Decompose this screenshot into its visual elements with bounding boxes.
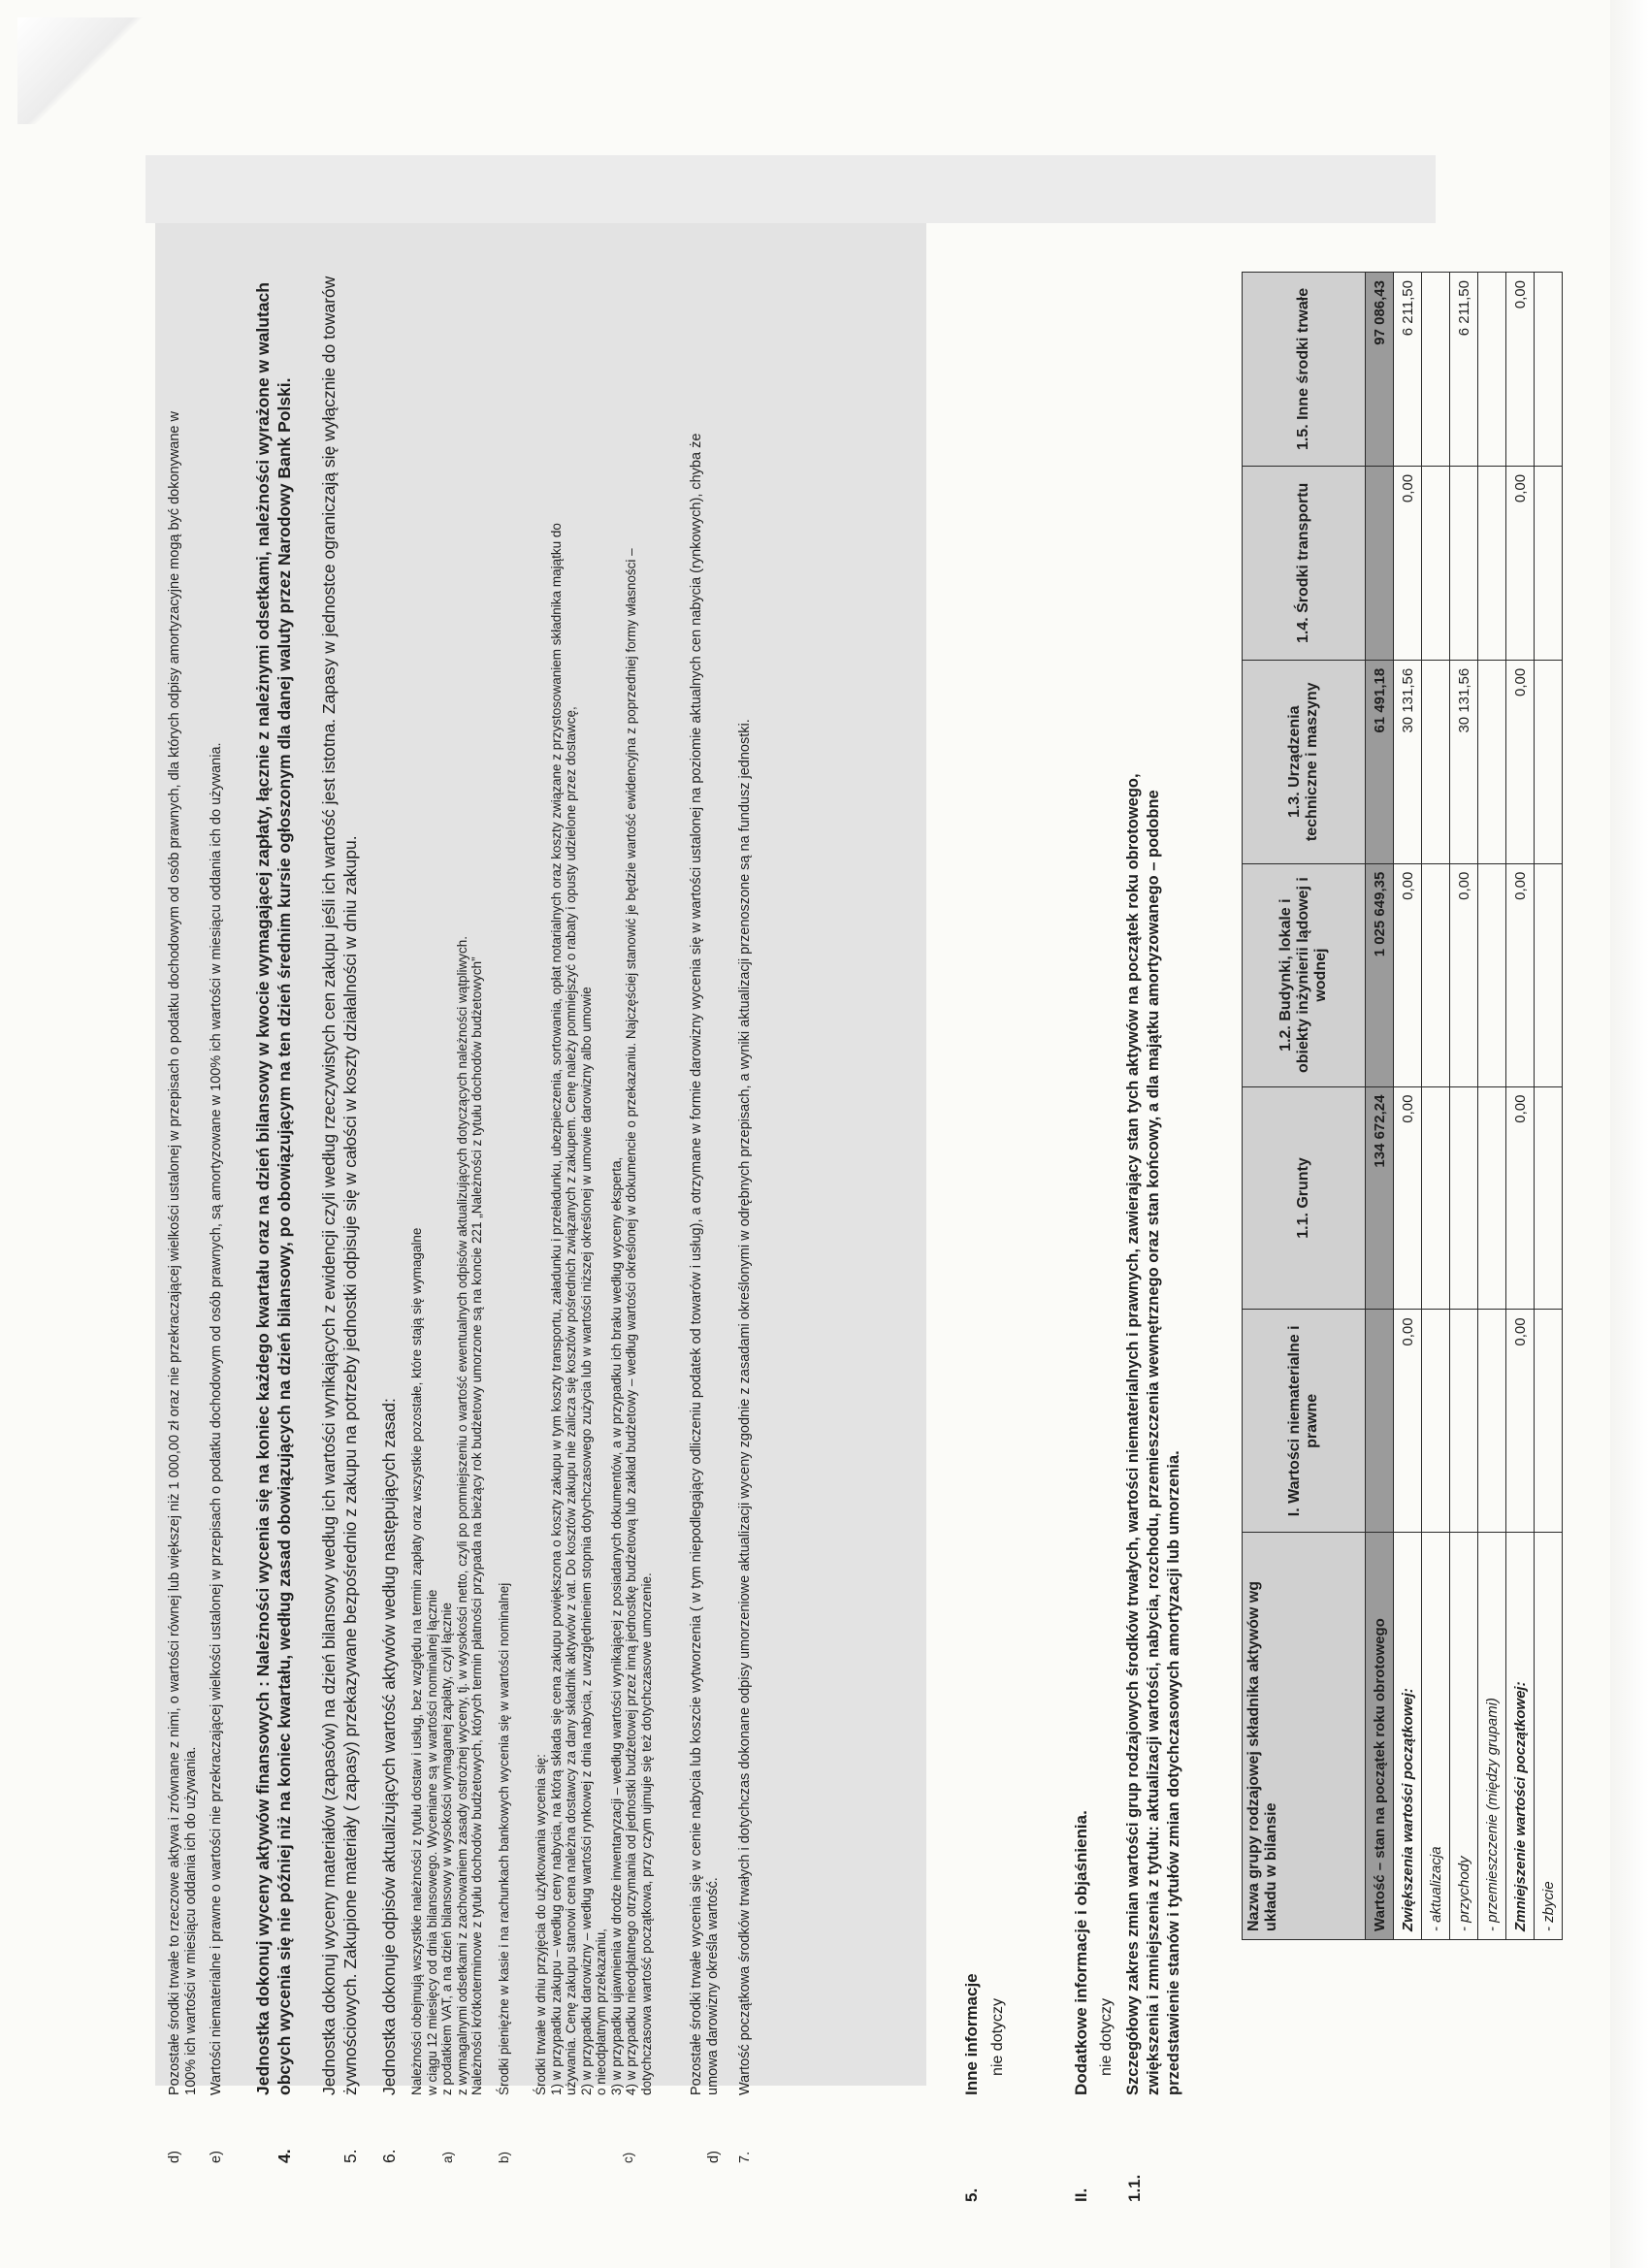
table-row bbox=[1422, 273, 1450, 1940]
row-label: Zmniejszenie wartości początkowej: bbox=[1506, 1533, 1535, 1940]
table-cell: 61 491,18 bbox=[1366, 660, 1394, 863]
table-cell bbox=[1422, 863, 1450, 1086]
para-line: Jednostka dokonuje odpisów aktualizujących wartość aktywów według następujących zasad: bbox=[379, 1398, 399, 2095]
para-line: w ciągu 12 miesięcy od dnia bilansowego. Wyceniane są w wartości nominalnej łącznie bbox=[424, 1589, 439, 2095]
table-cell: 134 672,24 bbox=[1366, 1086, 1394, 1310]
section-5-marker: 5. bbox=[962, 2187, 981, 2202]
para-line: Jednostka dokonuj wyceny aktywów finansowych : Należności wycenia się na koniec każdego kwartału oraz na dzień bilansowy w kwocie wymagającej zapłaty, łącznie z należnymi odsetkami, należności wyrażone w walutach bbox=[253, 282, 273, 2095]
para-marker: d) bbox=[167, 2151, 182, 2163]
table-cell bbox=[1535, 660, 1563, 863]
page-corner-fold bbox=[17, 17, 153, 124]
table-cell: 0,00 bbox=[1506, 863, 1535, 1086]
table-cell bbox=[1535, 863, 1563, 1086]
row-label: - aktualizacja bbox=[1422, 1533, 1450, 1940]
table-cell bbox=[1478, 863, 1506, 1086]
para-marker: b) bbox=[497, 2151, 511, 2163]
table-cell bbox=[1422, 1086, 1450, 1310]
para-line: Jednostka dokonuj wyceny materiałów (zapasów) na dzień bilansowy według ich wartości wynikających z ewidencji czyli według rzeczywistych cen zakupu jeśli ich wartość jest istotna. Zapasy w jednostce ograniczają się wyłącznie do towarów bbox=[319, 275, 339, 2095]
para-marker: 4. bbox=[275, 2149, 294, 2163]
table-cell bbox=[1450, 1086, 1478, 1310]
para-line: Należności krótkoterminowe z tytułu dochodów budżetowych, których termin płatności przypada na bieżący rok budżetowy umorzone są na koncie 221 „Należności z tytułu dochodów budżetowych” bbox=[469, 956, 484, 2095]
row-label: - zbycie bbox=[1535, 1533, 1563, 1940]
table-cell: 6 211,50 bbox=[1394, 273, 1422, 467]
table-cell: 1 025 649,35 bbox=[1366, 863, 1394, 1086]
table-cell bbox=[1422, 1310, 1450, 1533]
table-row bbox=[1450, 273, 1478, 1940]
section-1-1-text bbox=[1123, 252, 1184, 2095]
para-marker: 6. bbox=[379, 2149, 399, 2163]
table-header-cell: 1.3. Urządzenia techniczne i maszyny bbox=[1243, 660, 1366, 863]
para-line: przedstawienie stanów i tytułów zmian dotychczasowych amortyzacji lub umorzenia. bbox=[1165, 1450, 1182, 2095]
table-cell bbox=[1535, 1310, 1563, 1533]
para-line: 100% ich wartości w miesiącu oddania ich do używania. bbox=[183, 1746, 199, 2095]
section-1-1-marker: 1.1. bbox=[1125, 2174, 1144, 2202]
section-ii-body: nie dotyczy bbox=[1098, 1997, 1115, 2076]
row-label: Wartość – stan na początek roku obrotowego bbox=[1366, 1533, 1394, 1940]
para-line: z wymagalnymi odsetkami z zachowaniem zasady ostrożnej wyceny, tj. w wysokości netto, czyli po pomniejszeniu o wartość ewentualnych odpisów aktualizujących dotyczących należności wątpliwych. bbox=[454, 935, 469, 2095]
table-header-cell: 1.5. Inne środki trwałe bbox=[1243, 273, 1366, 467]
fixed-assets-table bbox=[1242, 272, 1563, 1940]
para-line: Pozostałe środki trwałe to rzeczowe aktywa i zrównane z nimi, o wartości równej lub większej niż 1 000,00 zł oraz nie przekraczającej wielkości ustalonej w przepisach o podatku dochodowym od osób prawnych, dla których odpisy amortyzacyjne mogą być dokonywane w bbox=[167, 411, 182, 2095]
table-row bbox=[1506, 273, 1535, 1940]
table-cell bbox=[1366, 466, 1394, 660]
table-cell: 30 131,56 bbox=[1450, 660, 1478, 863]
table-cell bbox=[1478, 1086, 1506, 1310]
para-line: 3) w przypadku ujawnienia w drodze inwentaryzacji – według wartości wynikającej z posiadanych dokumentów, a w przypadku ich braku według wyceny eksperta, bbox=[608, 1156, 624, 2095]
para-line: obcych wycenia się nie później niż na koniec kwartału, według zasad obowiązujących na dzień bilansowy, po obowiązującym na ten dzień średnim kursie ogłoszonym dla danej waluty przez Narodowy Bank Polski. bbox=[275, 377, 294, 2095]
para-line: 1) w przypadku zakupu – według ceny nabycia, na którą składa się cena zakupu powiększona o koszty zakupu w tym koszty transportu, załadunku i przeładunku, ubezpieczenia, sortowania, opłat notarialnych oraz koszty związane z przystosowaniem składnika majątku do bbox=[548, 523, 564, 2095]
table-cell bbox=[1535, 466, 1563, 660]
row-label: Zwiększenia wartości początkowej: bbox=[1394, 1533, 1422, 1940]
table-header-cell: 1.4. Środki transportu bbox=[1243, 466, 1366, 660]
para-line: umowa darowizny określa wartość. bbox=[705, 1877, 721, 2095]
table-cell bbox=[1535, 1086, 1563, 1310]
table-header-cell: 1.1. Grunty bbox=[1243, 1086, 1366, 1310]
table-header-cell: I. Wartości niematerialne i prawne bbox=[1243, 1310, 1366, 1533]
row-label: - przychody bbox=[1450, 1533, 1478, 1940]
table-cell: 0,00 bbox=[1394, 1310, 1422, 1533]
table-cell bbox=[1422, 273, 1450, 467]
table-row bbox=[1535, 273, 1563, 1940]
para-marker: e) bbox=[209, 2151, 224, 2163]
table-cell: 0,00 bbox=[1394, 466, 1422, 660]
para-line: dotychczasowa wartość początkowa, przy czym ujmuje się też dotychczasowe umorzenie. bbox=[638, 1572, 654, 2095]
para-marker: c) bbox=[621, 2152, 635, 2163]
section-ii-marker: II. bbox=[1072, 2187, 1090, 2202]
table-cell: 0,00 bbox=[1450, 863, 1478, 1086]
para-line: Środki trwałe w dniu przyjęcia do użytkowania wycenia się: bbox=[534, 1754, 548, 2095]
table-cell bbox=[1478, 1310, 1506, 1533]
table-cell: 0,00 bbox=[1506, 273, 1535, 467]
para-line: 2) w przypadku darowizny – według wartości rynkowej z dnia nabycia, z uwzględnieniem stopnia dotychczasowego zużycia lub w wartości niższej określonej w umowie darowizny albo umowie bbox=[578, 987, 594, 2095]
para-line: Wartości niematerialne i prawne o wartości nie przekraczającej wielkości ustalonej w przepisach o podatku dochodowym od osób prawnych, są amortyzowane w 100% ich wartości w miesiącu oddania ich do używania. bbox=[209, 742, 224, 2095]
table-row bbox=[1478, 273, 1506, 1940]
table-cell bbox=[1450, 1310, 1478, 1533]
table-cell bbox=[1422, 466, 1450, 660]
table-cell bbox=[1478, 273, 1506, 467]
table-cell bbox=[1478, 660, 1506, 863]
para-line: używania. Cenę zakupu stanowi cena należna dostawcy za dany składnik aktywów z vat. Do kosztów zakupu nie zalicza się kosztów pośrednich związanych z zakupem. Cenę należy pomniejszyć o rabaty i opusty udzielone przez dostawcę, bbox=[564, 706, 578, 2095]
table-row bbox=[1394, 273, 1422, 1940]
para-marker: a) bbox=[440, 2151, 455, 2163]
para-line: Należności obejmują wszystkie należności z tytułu dostaw i usług, bez względu na termin zapłaty oraz wszystkie pozostałe, które stają się wymagalne bbox=[409, 1227, 424, 2095]
section-ii-title: Dodatkowe informacje i objaśnienia. bbox=[1072, 1810, 1090, 2095]
section-5-title: Inne informacje bbox=[962, 1973, 981, 2095]
table-cell: 0,00 bbox=[1394, 1086, 1422, 1310]
table-cell: 97 086,43 bbox=[1366, 273, 1394, 467]
para-line: zwiększenia i zmniejszenia z tytułu: aktualizacji wartości, nabycia, rozchodu, przemieszczenia wewnętrznego oraz stan końcowy, a dla majątku amortyzowanego – podobne bbox=[1145, 790, 1162, 2095]
table-header-cell: Nazwa grupy rodzajowej składnika aktywów wg układu w bilansie bbox=[1243, 1533, 1366, 1940]
table-row bbox=[1366, 273, 1394, 1940]
table-cell: 30 131,56 bbox=[1394, 660, 1422, 863]
para-line: Wartość początkowa środków trwałych i dotychczas dokonane odpisy umorzeniowe aktualizacji wyceny zgodnie z zasadami określonymi w odrębnych przepisach, a wyniki aktualizacji przenoszone są na fundusz jednostki. bbox=[737, 719, 753, 2095]
para-marker: 7. bbox=[737, 2151, 753, 2163]
para-line: 4) w przypadku nieodpłatnego otrzymania od jednostki budżetowej przez inną jednostkę budżetową lub zakład budżetowy – według wartości określonej w dokumencie o przekazaniu. Najczęściej stanowić je będzie wartość ewidencyjna z poprzedniej formy własności – bbox=[624, 548, 638, 2095]
para-line: Szczegółowy zakres zmian wartości grup rodzajowych środków trwałych, wartości niematerialnych i prawnych, zawierający stan tych aktywów na początek roku obrotowego, bbox=[1124, 773, 1142, 2095]
para-marker: 5. bbox=[340, 2149, 360, 2163]
table-cell bbox=[1478, 466, 1506, 660]
table-cell bbox=[1535, 273, 1563, 467]
para-line: żywnościowych. Zakupione materiały ( zapasy) przekazywane bezpośrednio z zakupu na potrzeby jednostki odpisuje się w całości w koszty działalności w dniu zakupu. bbox=[340, 835, 360, 2095]
table-cell: 0,00 bbox=[1506, 466, 1535, 660]
table-cell bbox=[1450, 466, 1478, 660]
table-cell bbox=[1366, 1310, 1394, 1533]
table-cell bbox=[1422, 660, 1450, 863]
para-line: Środki pieniężne w kasie i na rachunkach bankowych wycenia się w wartości nominalnej bbox=[497, 1582, 511, 2095]
para-line: Pozostałe środki trwałe wycenia się w cenie nabycia lub koszcie wytworzenia ( w tym niepodlegający odliczeniu podatek od towarów i usług), a otrzymane w formie darowizny wycenia się w wartości ustalonej na poziomie aktualnych cen nabycia (rynkowych), chyba że bbox=[689, 433, 704, 2095]
table-header-cell: 1.2. Budynki, lokale i obiekty inżynierii lądowej i wodnej bbox=[1243, 863, 1366, 1086]
table-cell: 0,00 bbox=[1506, 660, 1535, 863]
table-cell: 0,00 bbox=[1506, 1086, 1535, 1310]
para-marker: d) bbox=[706, 2151, 722, 2163]
table-header-row bbox=[1243, 273, 1366, 1940]
page-edge bbox=[1610, 0, 1649, 2268]
para-line: z podatkiem VAT, a na dzień bilansowy w wysokości wymaganej zapłaty, czyli łącznie bbox=[439, 1603, 454, 2095]
row-label: - przemieszczenie (między grupami) bbox=[1478, 1533, 1506, 1940]
table-cell: 0,00 bbox=[1394, 863, 1422, 1086]
para-line: o nieodpłatnym przekazaniu, bbox=[594, 1928, 608, 2095]
section-5-body: nie dotyczy bbox=[989, 1997, 1006, 2076]
rotated-document bbox=[146, 155, 1557, 2202]
table-cell: 0,00 bbox=[1506, 1310, 1535, 1533]
table-cell: 6 211,50 bbox=[1450, 273, 1478, 467]
